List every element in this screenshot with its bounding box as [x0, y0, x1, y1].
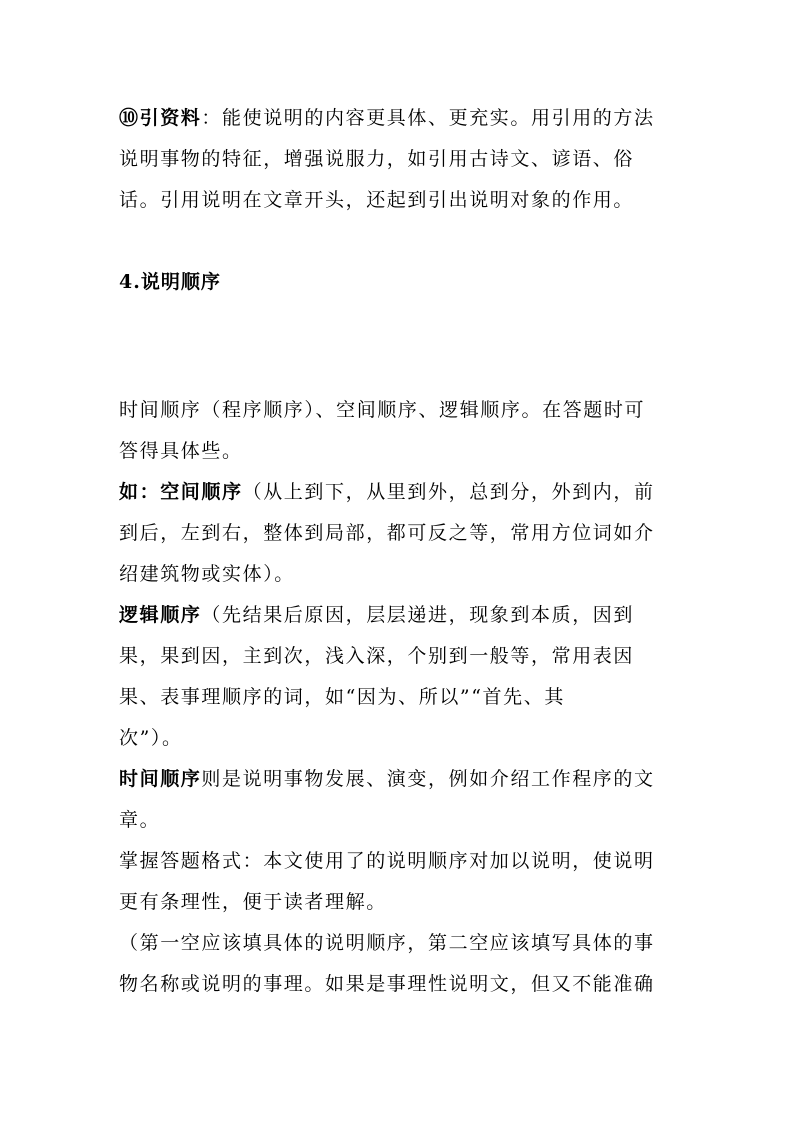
text-line [119, 923, 679, 964]
line-text: 掌握答题格式：本文使用了的说明顺序对加以说明，使说明 [119, 850, 655, 872]
line-text: 物名称或说明的事理。如果是事理性说明文，但又不能准确 [119, 973, 655, 995]
bold-term: 时间顺序 [119, 768, 202, 790]
line-text: 说明事物的特征，增强说服力，如引用古诗文、谚语、俗 [119, 148, 635, 170]
bold-term: 如：空间顺序 [119, 481, 243, 503]
text-line [119, 139, 679, 180]
text-line [119, 98, 679, 139]
text-line [119, 800, 679, 841]
line-text: 果、表事理顺序的词，如“因为、所以”“首先、其 [119, 686, 565, 708]
line-text: 则是说明事物发展、演变，例如介绍工作程序的文 [201, 768, 655, 790]
text-line [119, 431, 679, 472]
text-line [119, 964, 679, 1005]
text-line [119, 718, 679, 759]
line-text: 到后，左到右，整体到局部，都可反之等，常用方位词如介 [119, 522, 655, 544]
text-line [119, 677, 679, 718]
text-line [119, 513, 679, 554]
bold-term: 逻辑顺序 [119, 604, 202, 626]
text-line [119, 472, 679, 513]
line-text: 绍建筑物或实体）。 [119, 563, 295, 585]
bold-term: ⑩引资料 [119, 107, 202, 129]
text-line [119, 759, 679, 800]
line-text: （从上到下，从里到外，总到分，外到内，前 [242, 481, 655, 503]
line-text: 话。引用说明在文章开头，还起到引出说明对象的作用。 [119, 189, 635, 211]
line-text: （第一空应该填具体的说明顺序，第二空应该填写具体的事 [119, 932, 655, 954]
line-text: 次”）。 [119, 727, 183, 749]
line-text: 更有条理性，便于读者理解。 [119, 891, 387, 913]
line-text: ：能使说明的内容更具体、更充实。用引用的方法 [201, 107, 655, 129]
text-line [119, 841, 679, 882]
line-text: 时间顺序（程序顺序）、空间顺序、逻辑顺序。在答题时可 [119, 399, 646, 421]
line-text: （先结果后原因，层层递进，现象到本质，因到 [201, 604, 635, 626]
text-line [119, 882, 679, 923]
line-text: 答得具体些。 [119, 440, 243, 462]
line-text: 章。 [119, 809, 161, 831]
text-line [119, 636, 679, 677]
text-line [119, 390, 679, 431]
section-references [119, 98, 679, 221]
text-line [119, 180, 679, 221]
section-order [119, 390, 679, 1005]
section-heading: 4.说明顺序 [119, 271, 221, 293]
text-line [119, 554, 679, 595]
text-line [119, 595, 679, 636]
line-text: 果，果到因，主到次，浅入深，个别到一般等，常用表因 [119, 645, 635, 667]
